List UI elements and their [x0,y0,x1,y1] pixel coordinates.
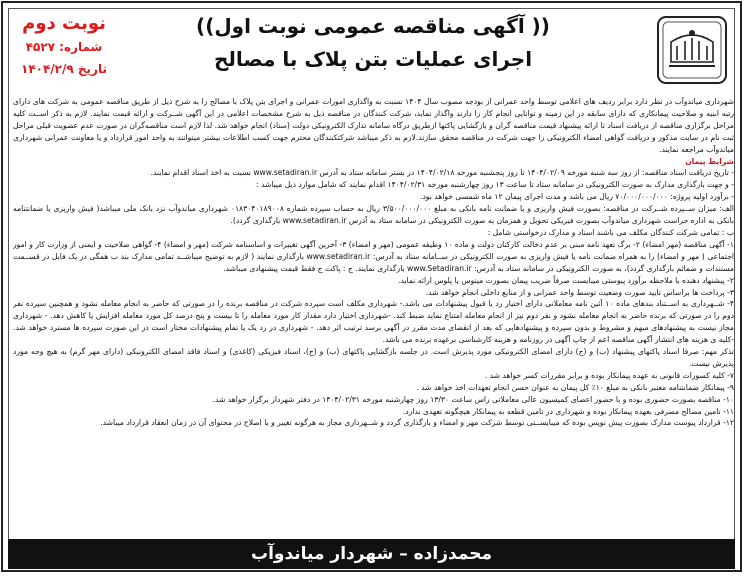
notice-title: (( آگهی مناقصه عمومی نوبت اول)) [196,14,550,38]
condition-item: - تاریخ دریافت اسناد مناقصه: از روز سه شنبه مورخه ۱۴۰۴/۰۲/۰۹ تا روز پنجشنبه مورخه ۱۴۰۴/۰۲/۱۸ در بستر سامانه ستاد به آدرس www.setadiran.ir نسبت به اخذ اسناد اقدام نمایند. [150,168,734,178]
condition-item: ۱۱- تامین مصالح مصرفی بعهده پیمانکار بوده و شهرداری در تامین قطعه به پیمانکار هیچگونه تعهدی ندارد. [402,406,734,416]
notice-subtitle: اجرای عملیات بتن پلاک با مصالح [213,47,533,71]
notice-date: تاریخ ۱۴۰۴/۲/۹ [21,62,107,76]
condition-item: تذکر مهم: صرفا اسناد پاکتهای پیشنهاد (ب) و (ج) دارای امضای الکترونیکی مورد پذیرش است. در جلسه بازگشایی پاکتهای (ب) و (ج)، اسناد فیزیکی (کاغذی) و اسناد فاقد امضای الکترونیکی (دارای مهر گرم) به هیچ وجه مورد پذیرش نیست. [13,347,734,368]
condition-item: ب : تمامی شرکت کنندگان مکلف می باشند اسناد و مدارک درخواستی شامل : [487,227,734,237]
conditions-heading: شرایط پیمان [685,156,734,166]
condition-item: ۲- پیشنهاد دهنده با ملاحظه برآورد پیوستی میبایست صرفاً ضریب پیمان بصورت مینوس یا پلوس ارائه نماید. [398,275,734,285]
condition-item: ۱۲- قرارداد پیوست مدارک بصورت پیش نویس بوده که میبایســتی توسط شرکت مهر و امضاء و بارگذاری گردد و شــهرداری مجاز به هرگونه تغییر و یا اصلاح در محتوای آن در زمان انعقاد قرارداد میباشد. [100,418,734,428]
intro-paragraph: شهرداری میاندوآب در نظر دارد برابر ردیف های اعلامی توسط واحد عمرانی از بودجه مصوب سال ۱۴۰۴ نسبت به واگذاری امورات عمرانی و اجرای بتن پلاک با مصالح را به شرح ذیل از طریق مناقصه عمومی به شرکت های دارای رتبه ابنیه و صلاحیت پیمانکاری که دارای سابقه در این زمینه و توانایی انجام کار را دارند واگذار نماید، شرکت کنندگان در مناقصه ذیل به شرح مشخصات اعلامی در این آگهی شــرکت و ارائه قیمت نمایند. لازم به ذکر اســت کلیه مراحل برگزاری مناقصه از دریافت اسناد تا ارائه پیشنهاد قیمت مناقصه گران و بازگشایی پاکتها ازطریق درگاه سامانه تدارک الکترونیکی دولت (ستاد) انجام خواهد شد. لذا لازم است مناقصه‌گران در صورت عدم عضویت قبلی مراحل ثبت نام در سایت مذکور و دریافت گواهی امضاء الکترونیکی را جهت شرکت در مناقصه محقق سازند.لازم به ذکر میباشد شرکتکنندگان محترم جهت کسب اطلاعات بیشتر میتوانند به واحد امور قرارداد و یا معاونت عمرانی شهرداری میاندوآب مراجعه نمایند. [13,97,734,154]
round-label: نوبت دوم [22,13,106,34]
notice-number: شماره: ۴۵۲۷ [25,40,103,54]
signature-footer [8,539,735,569]
municipality-logo-icon [655,14,729,86]
condition-item: - و جهت بارگذاری مدارک به صورت الکترونیکی در سامانه ستاد تا ساعت ۱۳ روز چهارشنبه مورخه ۱۴۰۴/۰۲/۳۱ اقدام نمایند که شامل موارد ذیل میباشد : [256,180,734,190]
notice-header [8,8,735,90]
condition-item: ۴- شــهرداری به اســتناد بندهای ماده ۱۰ آئین نامه معاملاتی دارای اختیار رد یا قبول پیشنهادات می باشد.- شهرداری مکلف است سپرده شرکت در مناقصه برنده را در صورتی که حاضر به انجام معامله نشود و همچنین سپرده نفر دوم را در صورتی که برنده حاضر به انجام معامله نشود و نفر دوم نیز از انجام معامله امتناع نماید ضبط کند. -شهرداری اختیار دارد مقدار کار مورد معامله را تا بیست و پنج درصد کل مورد معامله افزایش یا کاهش دهد. - شهرداری مجاز نیست به پیشنهادهای مبهم و مشروط و بدون سپرده و پیشنهادهایی که بعد از انقضای مدت مقرر در آگهی برسد ترتیب اثر دهد. - شهرداری در رد یک یا تمام پیشنهادات مختار است در این صورت سپرده ها مسترد خواهد شد. -کلیه ی هزینه های انتشار آگهی مناقصه اعم از چاپ آگهی در روزنامه و هزینه کارشناسی برعهده برنده می باشد. [13,299,734,345]
condition-item: ۳- پرداخت ها براساس تایید صورت وضعیت توسط واحد عمرانی و از منابع داخلی انجام خواهد شد. [425,287,734,297]
title-block [168,10,578,76]
condition-item: ۱- آگهی مناقصه (مهر امضاء) ۲- برگ تعهد نامه مبنی بر عدم دخالت کارکنان دولت و ماده ۱۰ وظیفه عمومی (مهر و امضاء) ۳- آخرین آگهی تغییرات و اساسنامه شرکت (مهر و امضاء) ۴- گواهی صلاحیت و ایمنی از وزارت کار و امور اجتماعی ( مهر و امضاء) را به همراه ضمانت نامه یا فیش واریزی به صورت الکترونیکی در ســامانه ستاد به آدرس: www.setadiran.ir بارگذاری نمایند ( لازم به توضیح میباشــد تمامی مدارک بند ب همگی در یک فایل در قســمت مستندات و ضمائم بارگذاری گردد)، به صورت الکترونیکی در سامانه ستاد به آدرس: www.Setadiran.ir بارگذاری نمایند. ج : پاکت ج فقط قیمت پیشنهادی میباشد. [13,239,734,273]
condition-item: - برآورد اولیه پروژه: ۷۰/۰۰۰/۰۰۰/۰۰۰ ریال می باشد و مدت اجرای پیمان ۱۲ ماه شمسی خواهد بود. [420,192,734,202]
mayor-signature-text: محمدزاده – شهردار میاندوآب [250,544,492,564]
notice-body [13,96,734,534]
condition-item: ۱۰- مناقصه بصورت حضوری بوده و با حضور اعضای کمیسیون عالی معاملاتی راس ساعت ۱۳/۳۰ روز چهارشنبه مورخه ۱۴۰۴/۰۲/۳۱ در دفتر شهردار برگزار خواهد شد. [212,394,734,404]
condition-item: ۹- پیمانکار ضمانتنامه معتبر بانکی به مبلغ ۱۰٪ کل پیمان به عنوان حسن انجام تعهدات اخذ خواهد شد . [416,382,734,392]
round-info [12,12,116,86]
condition-item: الف: میزان ســپرده شــرکت در مناقصه: بصورت فیش واریزی و یا ضمانت نامه بانکی به مبلغ ۳/۵۰۰/۰۰۰/۰۰۰ ریال به حساب سپرده شماره ۰۱۸۳۰۴۰۱۸۹۰۰۸ شهرداری میاندوآب نزد بانک ملی میباشد( فیش واریزی یا ضمانتنامه بانکی به اداره حراست شهرداری میاندوآب بصورت فیزیکی تحویل و همزمان به صورت الکترونیکی در سامانه ستاد به آدرس www.setadiran.ir بارگذاری گردد). [13,204,734,226]
condition-item: ۷- کلیه کسورات قانونی به عهده پیمانکار بوده و برابر مقررات کسر خواهد شد . [484,370,734,380]
